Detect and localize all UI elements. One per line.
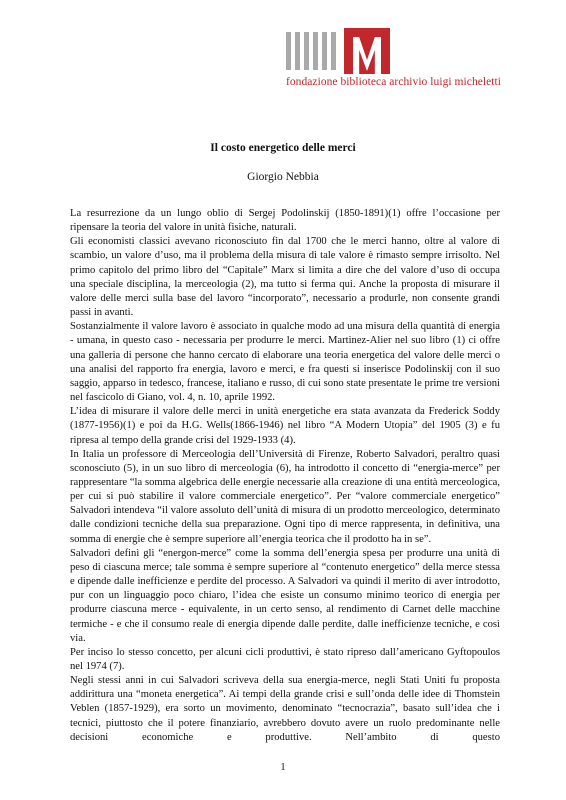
article-title: Il costo energetico delle merci (210, 142, 356, 154)
article-body (70, 207, 500, 745)
paragraph: Negli stessi anni in cui Salvadori scriveva della sua energia-merce, negli Stati Uniti fu proposta addirittura una “moneta energetica”. Ai tempi della grande crisi e sull’onda delle idee di Thomstein Veblen (1857-1929), era sorto un movimento, denominato “tecnocrazia”, basato sull’idea che i tecnici, piuttosto che il potere finanziario, avrebbero dovuto avere un ruolo predominante nelle decisioni economiche e produttive. Nell’ambito di questo (70, 675, 500, 743)
foundation-name: fondazione biblioteca archivio luigi micheletti (286, 76, 502, 88)
paragraph: L’idea di misurare il valore delle merci in unità energetiche era stata avanzata da Frederick Soddy (1877-1956)(1) e poi da H.G. Wells(1866-1946) nel libro “A Modern Utopia” del 1905 (3) e fu ripresa al tempo della grande crisi del 1929-1933 (4). (70, 406, 500, 446)
logo-bar (313, 32, 318, 70)
paragraph: Sostanzialmente il valore lavoro è associato in qualche modo ad una misura della quantità di energia - umana, in questo caso - necessaria per produrre le merci. Martinez-Alier nel suo libro (1) ci offre una galleria di persone che hanno cercato di elaborare una teoria energetica del valore delle merci o una analisi del rapporto fra energia, lavoro e merci, e fra questi si inserisce Podolinskij con il suo saggio, apparso in tedesco, francese, italiano e russo, di cui sono state presentate le prime tre versioni nel fascicolo di Giano, vol. 4, n. 10, aprile 1992. (70, 321, 500, 404)
paragraph: In Italia un professore di Merceologia dell’Università di Firenze, Roberto Salvadori, peraltro quasi sconosciuto (5), in un suo libro di merceologia (6), ha introdotto il concetto di “energia-merce” per rappresentare “la somma algebrica delle energie necessarie alla creazione di una entità merceologica, per cui si può stabilire il valore commerciale energetico”. Per “valore commerciale energetico” Salvadori intendeva “il valore assoluto dell’unità di misura di un prodotto merceologico, determinato dalle condizioni tecniche della sua preparazione. Ogni tipo di merce rappresenta, in definitiva, una somma di energie che è sempre superiore all’energia teorica che il prodotto ha in se”. (70, 448, 500, 545)
article-author: Giorgio Nebbia (247, 171, 319, 183)
logo-bar (304, 32, 309, 70)
logo-bar (322, 32, 327, 70)
logo-bar (331, 32, 336, 70)
logo-bar (295, 32, 300, 70)
paragraph: La resurrezione da un lungo oblio di Sergej Podolinskij (1850-1891)(1) offre l’occasione per ripensare la teoria del valore in unità fisiche, naturali. (70, 208, 500, 234)
page-number: 1 (280, 762, 286, 773)
logo-bar (286, 32, 291, 70)
paragraph: Gli economisti classici avevano riconosciuto fin dal 1700 che le merci hanno, oltre al valore di scambio, un valore d’uso, ma il problema della misura di tale valore è rimasto sempre irrisolto. Nel primo capitolo del primo libro del “Capitale” Marx si limita a dire che del valore d’uso di occupa una speciale disciplina, la merceologia (2), ma tutto si ferma qui. Anche la proposta di misurare il valore delle merci sulla base del lavoro “incorporato”, necessario a produrle, non consente grandi passi in avanti. (70, 236, 500, 319)
foundation-logo (286, 28, 396, 74)
logo-m-mark (344, 28, 390, 74)
paragraph: Per inciso lo stesso concetto, per alcuni cicli produttivi, è stato ripreso dall’americano Gyftopoulos nel 1974 (7). (70, 646, 500, 672)
paragraph: Salvadori definì gli “energon-merce” come la somma dell’energia spesa per produrre una unità di peso di ciascuna merce; tale somma è sempre superiore al “contenuto energetico” della merce stessa e dipende dalle inefficienze e perdite del processo. A Salvadori va quindi il merito di aver introdotto, pur con un linguaggio poco chiaro, l’idea che esiste un consumo minimo teorico di energia per produrre ciascuna merce - equivalente, in un certo senso, al rendimento di Carnet delle macchine termiche - e che il consumo reale di energia dipende dalle perdite, dalle inefficienze tecniche, e così via. (70, 547, 500, 644)
